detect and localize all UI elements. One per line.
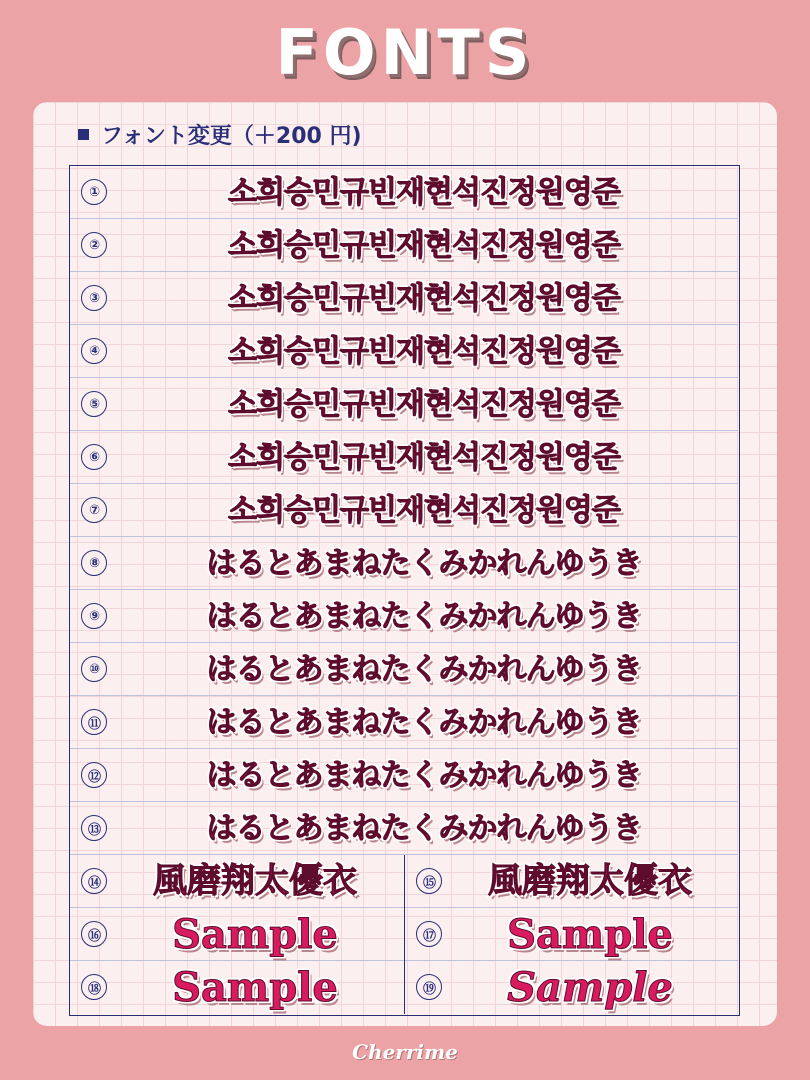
row-number: ③ [81, 285, 107, 311]
font-row [70, 219, 738, 272]
font-cell-left [70, 961, 404, 1014]
row-number: ① [81, 179, 107, 205]
font-row-pair [70, 961, 738, 1014]
font-row-pair [70, 855, 738, 908]
font-row [70, 378, 738, 431]
font-sample: はるとあまねたくみかれんゆうき [206, 652, 642, 687]
font-sample: はるとあまねたくみかれんゆうき [206, 546, 642, 581]
section-heading [78, 116, 362, 152]
font-sample: はるとあまねたくみかれんゆうき [206, 811, 642, 846]
row-number: ⑯ [81, 921, 107, 947]
brand-logo: Cherrime [352, 1040, 458, 1064]
font-cell-right [404, 855, 738, 908]
font-sample: 소희승민규빈재현석진정원영준 [228, 175, 620, 210]
font-row [70, 431, 738, 484]
font-row [70, 802, 738, 855]
row-number: ⑭ [81, 868, 107, 894]
row-number: ⑲ [416, 974, 442, 1000]
row-number: ⑥ [81, 444, 107, 470]
row-number: ⑮ [416, 868, 442, 894]
font-sample: Sample [507, 964, 673, 1011]
font-sample: 소희승민규빈재현석진정원영준 [228, 387, 620, 422]
row-number: ⑪ [81, 709, 107, 735]
row-number: ⑬ [81, 815, 107, 841]
font-row [70, 166, 738, 219]
font-row [70, 643, 738, 696]
section-heading-label: フォント変更（＋200 円) [101, 123, 362, 149]
row-number: ⑫ [81, 762, 107, 788]
font-sample: はるとあまねたくみかれんゆうき [206, 705, 642, 740]
row-number: ⑦ [81, 497, 107, 523]
font-sample: 소희승민규빈재현석진정원영준 [228, 281, 620, 316]
font-row [70, 537, 738, 590]
font-sample: Sample [507, 911, 673, 958]
font-sample: はるとあまねたくみかれんゆうき [206, 599, 642, 634]
page-title: FONTS [275, 16, 535, 89]
font-sample: 소희승민규빈재현석진정원영준 [228, 493, 620, 528]
font-cell-right [404, 908, 738, 961]
row-number: ⑤ [81, 391, 107, 417]
row-number: ⑱ [81, 974, 107, 1000]
row-number: ⑰ [416, 921, 442, 947]
font-sample: 소희승민규빈재현석진정원영준 [228, 334, 620, 369]
font-row [70, 749, 738, 802]
font-table [69, 165, 740, 1016]
font-sample: 소희승민규빈재현석진정원영준 [228, 440, 620, 475]
font-cell-right [404, 961, 738, 1014]
font-sample: 風磨翔太優衣 [153, 861, 357, 901]
font-sample: 風磨翔太優衣 [488, 861, 692, 901]
font-sample: Sample [172, 911, 338, 958]
row-number: ④ [81, 338, 107, 364]
font-sample: Sample [172, 964, 338, 1011]
font-cell-left [70, 908, 404, 961]
font-row [70, 484, 738, 537]
font-sample: はるとあまねたくみかれんゆうき [206, 758, 642, 793]
font-sample: 소희승민규빈재현석진정원영준 [228, 228, 620, 263]
font-row [70, 325, 738, 378]
font-cell-left [70, 855, 404, 908]
font-row [70, 272, 738, 325]
row-number: ⑧ [81, 550, 107, 576]
square-bullet-icon [78, 129, 89, 140]
row-number: ② [81, 232, 107, 258]
row-number: ⑩ [81, 656, 107, 682]
font-row [70, 590, 738, 643]
font-row-pair [70, 908, 738, 961]
row-number: ⑨ [81, 603, 107, 629]
font-row [70, 696, 738, 749]
